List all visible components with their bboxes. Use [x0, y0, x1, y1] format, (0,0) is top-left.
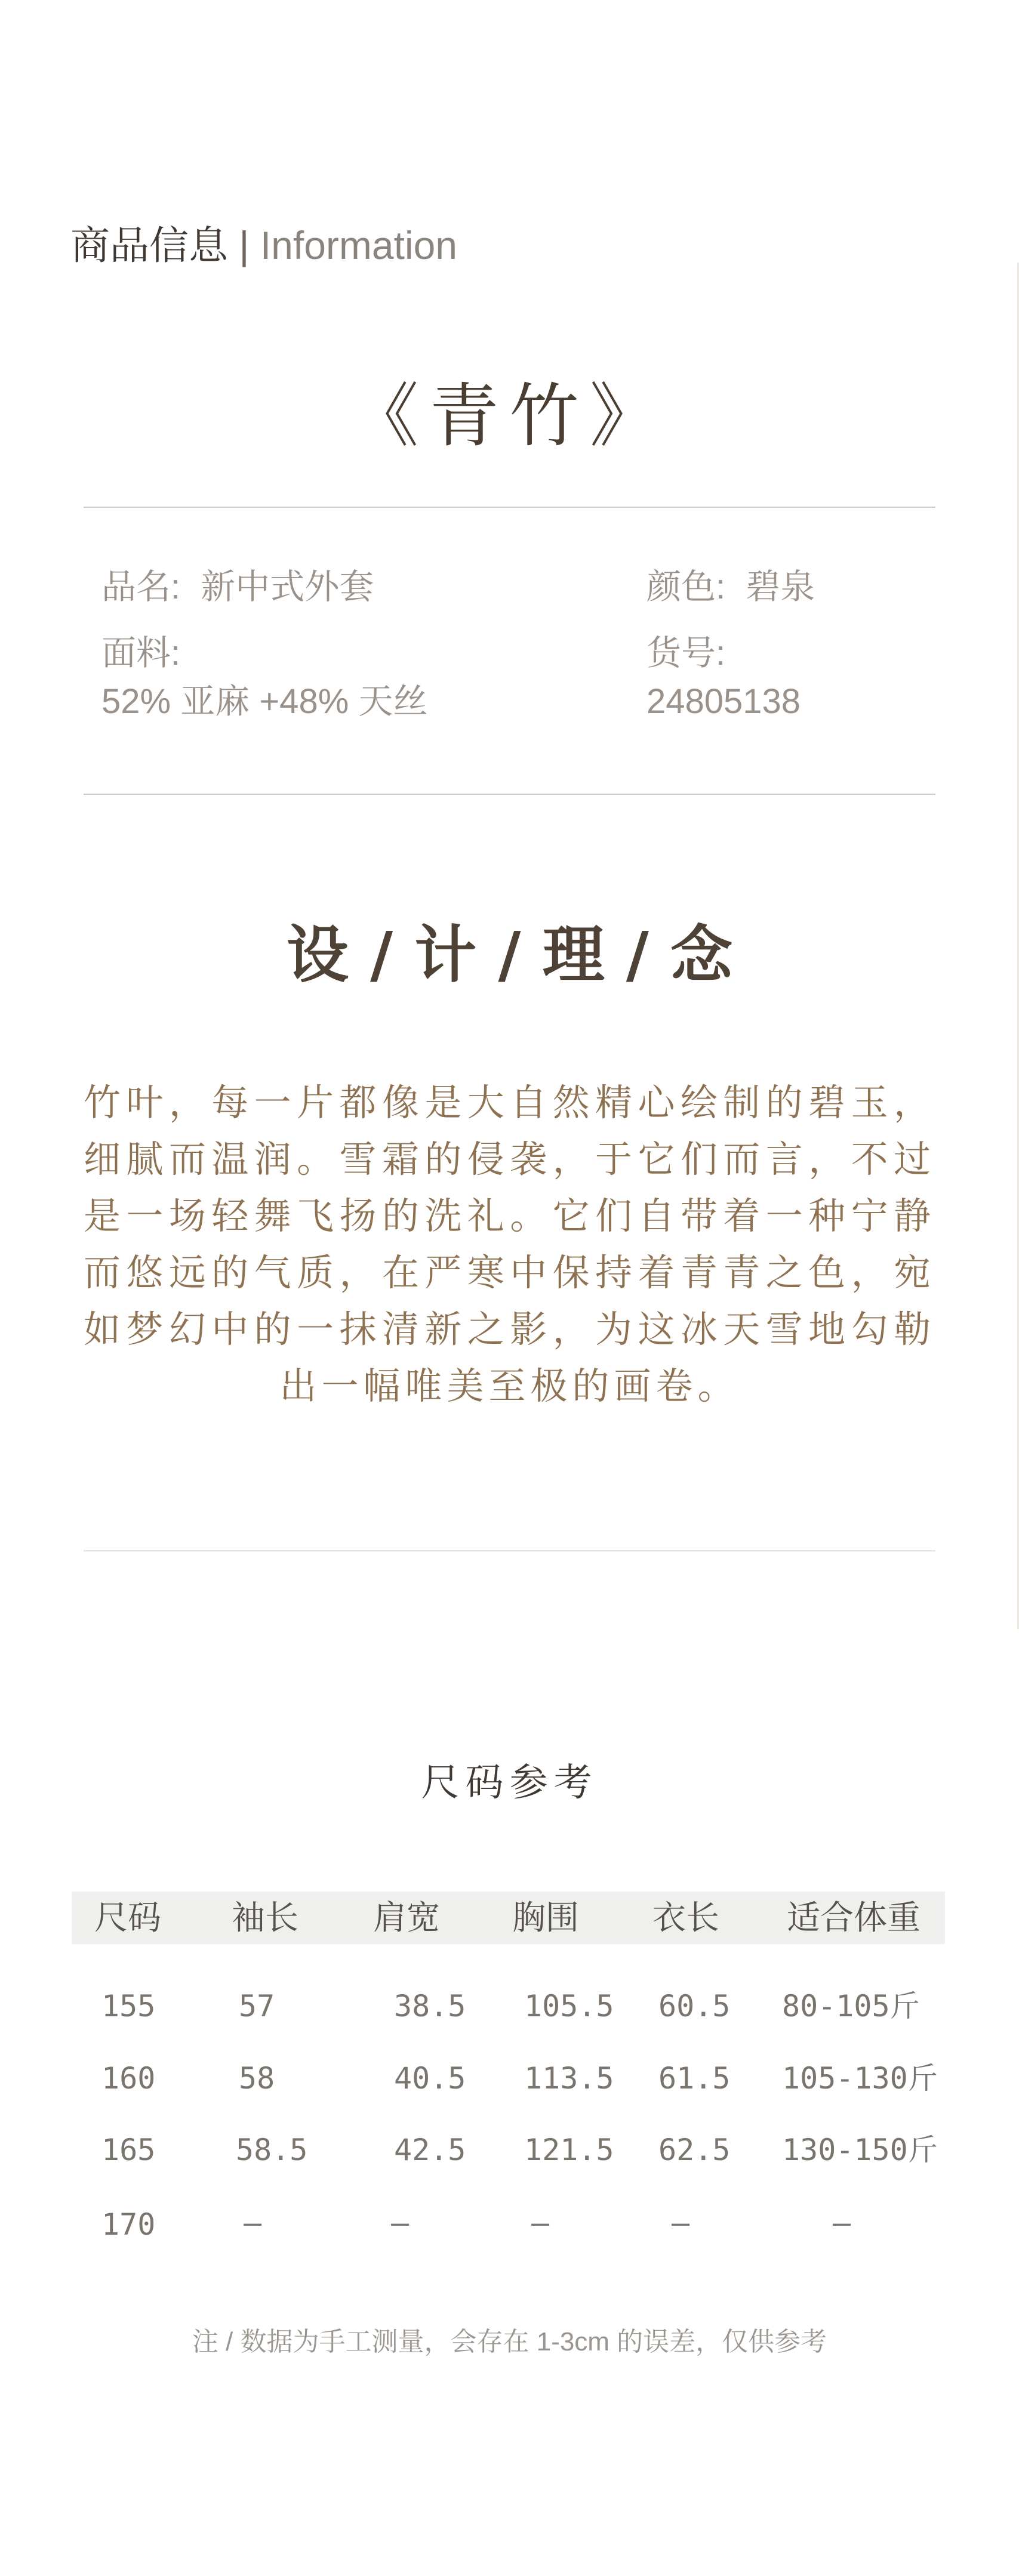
divider-bottom	[84, 1550, 935, 1551]
table-cell: 60.5	[658, 1989, 731, 2023]
table-cell: 165	[101, 2133, 156, 2167]
color-value: 碧泉	[746, 567, 815, 606]
table-cell: —	[244, 2205, 262, 2240]
table-cell: 58.5	[236, 2133, 308, 2167]
table-cell: 80-105斤	[782, 1989, 920, 2023]
divider-top	[84, 507, 935, 508]
item-no-label: 货号:	[647, 634, 726, 672]
table-cell: 155	[101, 1989, 156, 2023]
header-size: 尺码	[94, 1899, 161, 1936]
header-shoulder: 肩宽	[373, 1899, 440, 1936]
table-cell: —	[833, 2205, 851, 2240]
concept-title: 设 / 计 / 理 / 念	[286, 918, 733, 991]
table-cell: 121.5	[524, 2133, 614, 2167]
divider-mid	[84, 794, 935, 795]
name-row	[101, 567, 374, 606]
fabric-value: 52% 亚麻 +48% 天丝	[101, 682, 428, 721]
concept-body: 竹叶，每一片都像是大自然精心绘制的碧玉，细腻而温润。雪霜的侵袭，于它们而言，不过是一场轻舞飞扬的洗礼。它们自带着一种宁静而悠远的气质，在严寒中保持着青青之色，宛如梦幻中的一抹清新之影，为这冰天雪地勾勒出一幅唯美至极的画卷。	[84, 1081, 935, 1408]
table-cell: 113.5	[524, 2061, 614, 2096]
table-cell: 40.5	[394, 2061, 466, 2096]
table-cell: 105.5	[524, 1989, 614, 2023]
item-no-value: 24805138	[647, 682, 801, 721]
table-cell: 160	[101, 2061, 156, 2096]
header-chest: 胸围	[512, 1899, 579, 1936]
header-length: 衣长	[652, 1899, 719, 1936]
table-cell: —	[672, 2205, 690, 2240]
header-weight: 适合体重	[787, 1899, 921, 1936]
header-separator: |	[239, 223, 250, 267]
header-sleeve: 袖长	[232, 1899, 298, 1936]
table-cell: 170	[101, 2207, 156, 2242]
table-cell: 130-150斤	[782, 2133, 938, 2167]
table-cell: 38.5	[394, 1989, 466, 2023]
size-table-title: 尺码参考	[421, 1761, 598, 1804]
table-cell: 61.5	[658, 2061, 731, 2096]
color-row	[647, 567, 815, 606]
size-table-header	[72, 1892, 945, 1944]
header-title-zh: 商品信息	[70, 223, 228, 267]
table-cell: —	[531, 2205, 550, 2240]
color-label: 颜色:	[647, 567, 726, 606]
table-cell: —	[391, 2205, 410, 2240]
table-cell: 62.5	[658, 2133, 731, 2167]
name-label: 品名:	[101, 567, 181, 606]
table-cell: 105-130斤	[782, 2061, 938, 2096]
table-cell: 58	[239, 2061, 275, 2096]
table-cell: 42.5	[394, 2133, 466, 2167]
fabric-label: 面料:	[101, 634, 181, 672]
header-title-en: Information	[260, 223, 458, 267]
size-note: 注 / 数据为手工测量，会存在 1-3cm 的误差，仅供参考	[192, 2327, 827, 2356]
section-header	[70, 223, 458, 267]
name-value: 新中式外套	[201, 567, 374, 606]
table-cell: 57	[239, 1989, 275, 2023]
product-title: 《青竹》	[349, 376, 670, 456]
